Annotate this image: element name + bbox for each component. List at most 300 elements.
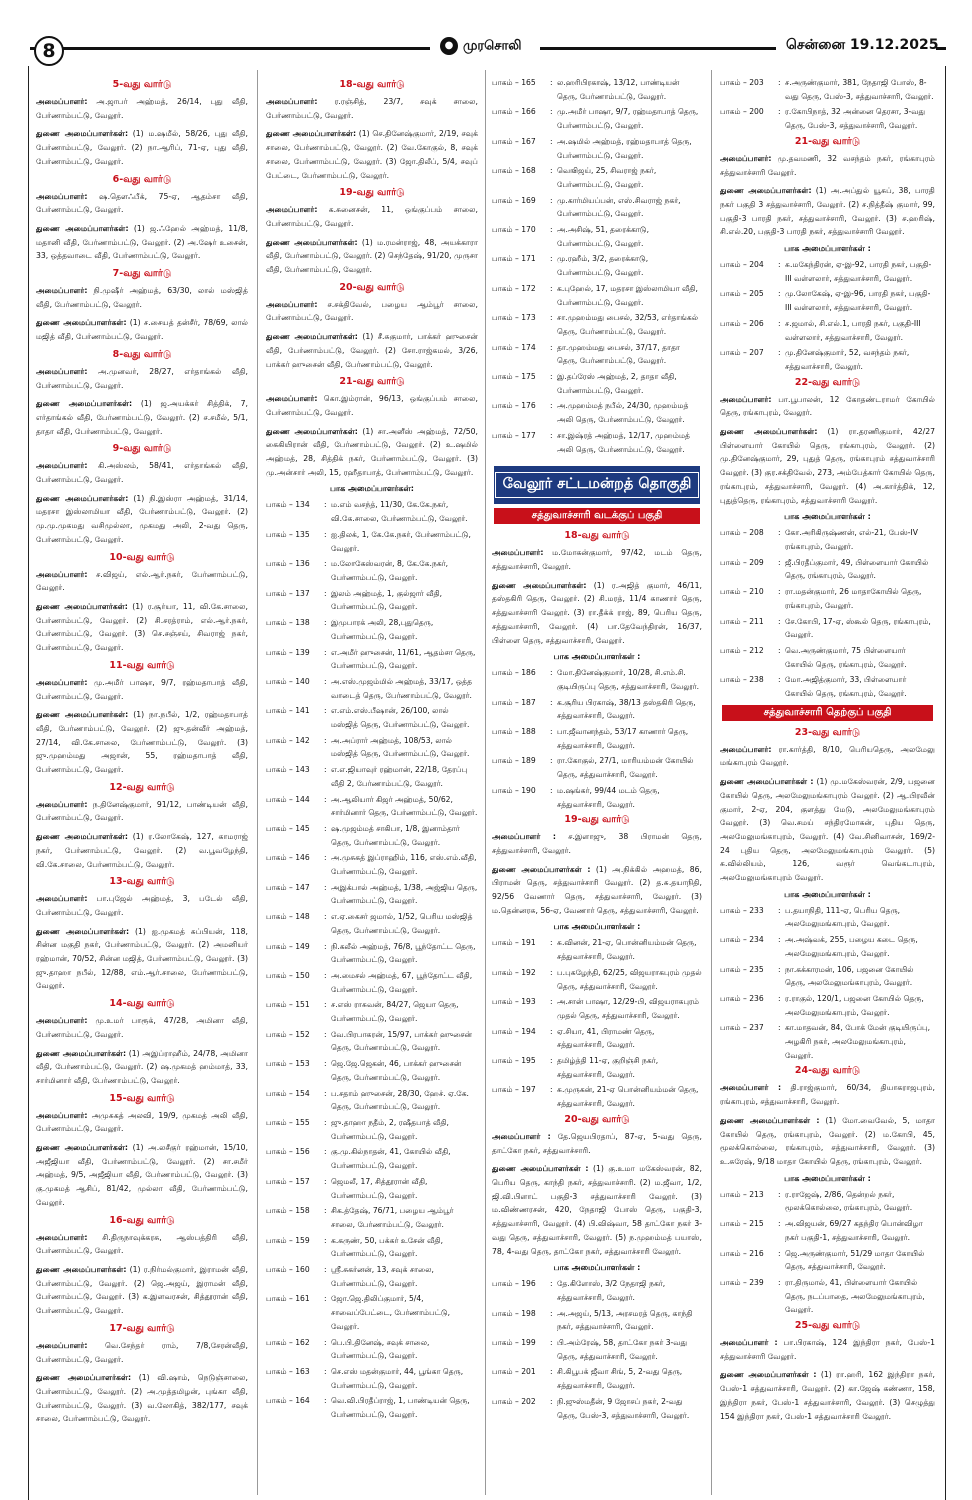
booth-colon: : (324, 500, 327, 510)
appointee-entry (36, 1339, 248, 1366)
ward-heading: 14-வது வார்டு (109, 998, 175, 1010)
ward-heading: 7-வது வார்டு (112, 268, 172, 280)
booth-colon: : (778, 993, 781, 1003)
column-divider (257, 70, 258, 1495)
role-label: அமைப்பாளர்: (720, 394, 772, 404)
role-label: துணை அமைப்பாளர்கள்: (36, 1143, 128, 1153)
appointee-entry (492, 579, 702, 648)
booth-row (492, 1395, 702, 1422)
appointee-details: (1) ம.ஷமீல், 58/26, புது வீதி, பேர்ணாம்பட்டு, வேலூர். (2) நா.ஆரிப், 71-ஏ, புது வீதி, பேர்ணாம்பட்டு, வேலூர். (36, 129, 248, 166)
booth-colon: : (324, 882, 327, 892)
booth-details: ஜு.தாஹா நதீம், 2, ரஷீதபாத் வீதி, பேர்ணாம்பட்டு, வேலூர். (331, 1118, 449, 1141)
booth-row (720, 346, 935, 373)
booth-row (266, 498, 478, 525)
brand-logo-icon: ● (440, 37, 458, 55)
role-label: அமைப்பாளர்: (36, 461, 88, 471)
ward-heading: 17-வது வார்டு (109, 1322, 175, 1334)
booth-colon: : (324, 853, 327, 863)
booth-number: பாகம் – 152 (266, 1029, 310, 1039)
appointee-details: (1) கு.உமா மகேஸ்வரன், 82, பெரிய தெரு, காந்தி நகர், சத்துவாச்சாரி. (2) ம.ஜீவா, 1/2, ஜி.வி.பிளாட் பகுதி-3 சத்துவாச்சாரி வேலூர். (3) ம.விண்ணரசன், 420, நேதாஜி போஸ் தெரு, பகுதி-3, சத்துவாச்சாரி, வேலூர். (4) பி.விஷ்வா, 58 தாட்கோ நகர் 3-வது தெரு, சத்துவாச்சாரி, வேலூர். (5) ந.முஹம்மத் பயாஸ், 78, 4-வது தெரு, தாட்கோ நகர், சத்துவாச்சாரி வேலூர். (492, 1164, 702, 1256)
role-label: அமைப்பாளர்: (266, 299, 318, 309)
booth-colon: : (324, 1147, 327, 1157)
booth-details: அ.சான் பாஷா, 12/29-பி, விஜயராகபுரம் முதல் தெரு, சத்துவாச்சாரி, வேலூர். (557, 997, 700, 1020)
booth-colon: : (550, 756, 553, 766)
role-label: அமைப்பாளர்: (36, 799, 88, 809)
booth-row (266, 1175, 478, 1202)
booth-number: பாகம் – 209 (720, 557, 764, 567)
booth-row (266, 1028, 478, 1055)
booth-colon: : (778, 1189, 781, 1199)
booth-number: பாகம் – 140 (266, 676, 310, 686)
booth-details: எ.ஏ.கைசர் ஜமால், 1/52, பெரிய மஸ்ஜித் தெரு, பேர்ணாம்பட்டு, வேலூர். (331, 912, 473, 935)
booth-row (266, 940, 478, 967)
role-label: துணை அமைப்பாளர்கள்: (36, 1048, 127, 1058)
appointee-details: க.சுனைசன், 11, ஒங்குப்பம் சாலை, பேர்ணாம்பட்டு, வேலூர். (266, 205, 478, 228)
booth-number: பாகம் – 189 (492, 756, 536, 766)
booth-number: பாகம் – 194 (492, 1026, 536, 1036)
booth-colon: : (324, 618, 327, 628)
booth-details: பெ.பி.தினேஷ், சவுக் சாலை, பேர்ணாம்பட்டு, வேலூர். (331, 1337, 430, 1361)
booth-number: பாகம் – 199 (492, 1338, 536, 1348)
booth-colon: : (324, 1000, 327, 1010)
role-label: அமைப்பாளர்: (266, 394, 318, 404)
booth-details: நா.கக்காரமன், 106, பஜனை கோயில் தெரு, அலமேலுமங்காபுரம், வேலூர். (785, 964, 914, 988)
booth-details: ஸ்ரீ.சுகர்னன், 13, சவுக் சாலை, பேர்ணாம்பட்டு, வேலூர். (331, 1265, 434, 1288)
booth-number: பாகம் – 142 (266, 735, 310, 745)
appointee-entry (36, 95, 248, 122)
booth-colon: : (550, 1308, 553, 1318)
booth-colon: : (550, 342, 553, 352)
booth-row (266, 1394, 478, 1421)
role-label: அமைப்பாளர்: (36, 366, 88, 376)
booth-details: ம.லோகேஸ்வரன், 8, கே.கே.நகர், பேர்ணாம்பட்டு, வேலூர். (331, 559, 449, 582)
booth-details: ஷ.முஜம்மத் சாகிபா, 1/8, இனாம்தார் தெரு, பேர்ணாம்பட்டு, வேலூர். (331, 823, 460, 847)
booth-number: பாகம் – 239 (720, 1277, 764, 1287)
booth-details: ப.புகழேந்தி, 62/25, விஜயராகபுரம் முதல் தெரு, சத்துவாச்சாரி, வேலூர். (557, 967, 702, 991)
booth-number: பாகம் – 150 (266, 970, 310, 980)
role-label: துணை அமைப்பாளர்கள் : (492, 1164, 589, 1174)
appointee-entry (720, 775, 935, 885)
booth-colon: : (550, 372, 553, 382)
booth-number: பாகம் – 207 (720, 348, 764, 358)
booth-row (266, 910, 478, 937)
booth-colon: : (324, 1265, 327, 1275)
column-4 (720, 76, 935, 1428)
role-label: துணை அமைப்பாளர்கள்: (266, 332, 358, 342)
booth-colon: : (550, 136, 553, 146)
booth-number: பாகம் – 164 (266, 1396, 310, 1406)
booth-number: பாகம் – 235 (720, 964, 764, 974)
role-label: அமைப்பாளர் : (492, 1131, 551, 1141)
booth-details: மு.கார்மியப்பன், எஸ்.சிவராஜ் நகர், பேர்ணாம்பட்டு, வேலூர். (557, 195, 681, 219)
appointee-details: அமுசுகத் அலவி, 19/9, முகமத் அலி வீதி, பேர்ணாம்பட்டு, வேலூர். (36, 1110, 248, 1134)
role-label: துணை அமைப்பாளர்கள்: (36, 601, 128, 611)
appointee-details: (1) அ.அப்துல் யூசுப், 38, பாரதி நகர் பகுதி 3 சத்துவாச்சாரி, வேலூர். (2) ச.நித்தீஷ் குமார், 99, பகுதி-3 பாரதி நகர், சத்துவாச்சாரி, வேலூர். (3) ச.ஹரிஷ், சி.எல்.20, பகுதி-3 பாரதி நகர், சத்துவாச்சாரி வேலூர். (720, 186, 935, 237)
masthead-brand (440, 37, 522, 55)
appointee-details: (1) ஐ.முகமத் சுப்பியன், 118, சின்ன மகுதி நகர், பேர்ணாம்பட்டு, வேலூர். (2) அமனியர் ரஹ்மான், 70/52, சின்ன மஜித், பேர்ணாம்பட்டு, வேலூர். (3) ஜு.தாஹா நபீல், 12/88, எம்.ஆர்.சாலை, பேர்ணாம்பட்டு, வேலூர். (36, 926, 248, 991)
booth-details: க.சூரிய பிரகாஷ், 38/13 தஸ்தகிரி தெரு, சத்துவாச்சாரி, வேலூர். (557, 697, 696, 721)
booth-number: பாகம் – 234 (720, 935, 764, 945)
booth-details: அ.முஹம்மத் நபீல், 24/30, முஹம்மத் அலி தெரு, பேர்ணாம்பட்டு, வேலூர். (557, 401, 689, 425)
booth-row (492, 223, 702, 250)
booth-details: ச.அருண்குமார், 381, நேதாஜி போஸ், 8-வது தெரு, பேஸ்-3, சத்துவாச்சாரி, வேலூர். (785, 78, 934, 101)
booth-number: பாகம் – 170 (492, 225, 536, 235)
booth-row (492, 105, 702, 132)
ward-heading: 6-வது வார்டு (112, 173, 172, 185)
booth-number: பாகம் – 177 (492, 430, 536, 440)
appointee-details: ம.மோகன்குமார், 97/42, மடம் தெரு, சத்துவாச்சாரி, வேலூர். (492, 548, 702, 571)
booth-row (492, 429, 702, 456)
booth-colon: : (550, 1056, 553, 1066)
booth-details: சிக.த்தேஷ், 76/71, பழைய ஆம்பூர் சாலை, பேர்ணாம்பட்டு, வேலூர். (331, 1206, 454, 1229)
booth-number: பாகம் – 197 (492, 1085, 536, 1095)
booth-details: ஜோ.ஜெ.திலிப்குமார், 5/4, சாவைப்பேட்டை, பேர்ணாம்பட்டு, வேலூர். (331, 1294, 451, 1331)
booth-number: பாகம் – 187 (492, 697, 536, 707)
booth-colon: : (778, 616, 781, 626)
booth-row (266, 822, 478, 849)
role-label: துணை அமைப்பாளர்கள்: (266, 237, 358, 247)
ward-heading: 13-வது வார்டு (109, 876, 175, 888)
booth-row (492, 370, 702, 397)
page-header (0, 0, 972, 62)
booth-colon: : (550, 997, 553, 1007)
appointee-entry (720, 425, 935, 507)
appointee-entry (492, 830, 702, 857)
booth-number: பாகம் – 163 (266, 1366, 310, 1376)
booth-number: பாகம் – 168 (492, 166, 536, 176)
booth-details: ச.எஸ் ராசுவன், 84/27, ஜெயா தெரு, பேர்ணாம்பட்டு, வேலூர். (331, 1000, 459, 1024)
appointee-entry (720, 1336, 935, 1363)
appointee-entry (36, 284, 248, 311)
booth-colon: : (778, 78, 781, 87)
booth-number: பாகம் – 208 (720, 528, 764, 538)
booth-number: பாகம் – 212 (720, 645, 764, 655)
booth-row (492, 995, 702, 1022)
ward-heading: 24-வது வார்டு (794, 1065, 861, 1077)
booth-details: அ.அஷ்வக், 255, பழைய கடை தெரு, அலமேலுமங்காபுரம், வேலூர். (785, 935, 918, 958)
appointee-details: ஷ.தௌஃபீக், 75-ஏ, ஆதம்சா வீதி, பேர்ணாம்பட்டு, வேலூர். (36, 191, 248, 215)
appointee-entry (36, 1109, 248, 1136)
booth-colon: : (550, 283, 553, 293)
ward-heading: 21-வது வார்டு (794, 135, 861, 147)
section-subheading: பாக அமைப்பாளர்கள் : (784, 889, 871, 899)
ward-heading: 21-வது வார்டு (339, 376, 405, 388)
booth-row (720, 287, 935, 314)
appointee-details: (1) நா.நபீல், 1/2, ரஹ்மதாபாத் வீதி, பேர்ணாம்பட்டு, வேலூர். (2) ஜு.தன்வீர் அஹ்மத், 27/14, வி.கே.சாலை, பேர்ணாம்பட்டு, வேலூர். (3) ஜு.முஹம்மது அஜான், 55, ரஹ்மதாபாத் வீதி, பேர்ணாம்பட்டு, வேலூர். (36, 710, 248, 775)
booth-details: ப.தயாநிதி, 111-ஏ, பெரிய தெரு, அலமேலுமங்காபுரம், வேலூர். (785, 905, 901, 929)
appointee-entry (36, 397, 248, 438)
appointee-entry (36, 459, 248, 486)
ward-heading: 16-வது வார்டு (109, 1214, 175, 1226)
role-label: துணை அமைப்பாளர்கள் : (720, 1370, 817, 1380)
booth-number: பாகம் – 201 (492, 1367, 536, 1377)
booth-row (720, 76, 935, 103)
booth-colon: : (550, 254, 553, 264)
booth-row (492, 194, 702, 221)
booth-colon: : (324, 1337, 327, 1347)
booth-colon: : (550, 107, 553, 117)
section-subheading: பாக அமைப்பாளர்கள் : (553, 1263, 641, 1273)
booth-number: பாகம் – 173 (492, 313, 536, 323)
booth-number: பாகம் – 141 (266, 706, 310, 716)
booth-colon: : (550, 401, 553, 411)
booth-number: பாகம் – 146 (266, 853, 310, 863)
booth-number: பாகம் – 210 (720, 587, 764, 597)
booth-details: ம.எம் வசந்த், 11/30, கே.கே.நகர், வி.கே.சாலை, பேர்ணாம்பட்டு, வேலூர். (331, 500, 468, 524)
appointee-details: (1) ர.நிர்மல்குமார், இராமன் வீதி, பேர்ணாம்பட்டு, வேலூர். (2) ஜெ.அஜய், இராமன் வீதி, பேர்ணாம்பட்டு, வேலூர். (3) க.இளவரசன், சித்தூரான் வீதி, பேர்ணாம்பட்டு, வேலூர். (36, 1265, 248, 1316)
appointee-entry (36, 1047, 248, 1088)
booth-row (266, 704, 478, 731)
booth-row (492, 1365, 702, 1392)
booth-colon: : (550, 166, 553, 176)
booth-details: அ.விஜயன், 69/27 கதந்திர பொன்விழா நகர் பகுதி-1, சத்துவாச்சாரி, வேலூர். (785, 1219, 923, 1242)
booth-number: பாகம் – 155 (266, 1118, 310, 1127)
appointee-details: ரா.கார்த்தி, 8/10, பெரியதெரு, அலமேலு மங்காபுரம் வேலூர். (720, 744, 935, 768)
appointee-details: வெ.சேந்தர் ராம், 7/8,சேரன்வீதி, பேர்ணாம்பட்டு, வேலூர். (36, 1340, 248, 1364)
appointee-entry (720, 1368, 935, 1423)
booth-colon: : (778, 289, 781, 299)
appointee-entry (36, 676, 248, 703)
booth-row (492, 936, 702, 963)
booth-details: மு.அமீர் பாஷா, 9/7, ரஹ்மதாபாத் தெரு, பேர்ணாம்பட்டு, வேலூர். (557, 107, 699, 131)
appointee-details: நி.முஷீர் அஹ்மத், 63/30, லால் மஸ்ஜித் வீதி, பேர்ணாம்பட்டு, வேலூர். (36, 286, 248, 309)
appointee-details: (1) அ.லசீகுர் ரஹ்மான், 15/10, அஜீஜியா வீதி, பேர்ணாம்பட்டு, வேலூர். (2) சா.சமீர் அஹ்மத், 9/5, அஜீஜியா வீதி, பேர்ணாம்பட்டு, வேலூர். (3) கு.முகமத் ஆசிப், 81/42, முல்லா வீதி, பேர்ணாம்பட்டு, வேலூர். (36, 1143, 248, 1207)
booth-details: அ.அப்ரார் அஹ்மத், 108/53, லால் மஸ்ஜித் தெரு, பேர்ணாம்பட்டு, வேலூர். (331, 735, 470, 759)
role-label: துணை அமைப்பாளர்கள்: (266, 129, 357, 139)
booth-details: சா.முஹம்மது பைசல், 32/53, எர்தாங்கல் தெரு, பேர்ணாம்பட்டு, வேலூர். (557, 313, 699, 336)
booth-number: பாகம் – 174 (492, 342, 536, 352)
booth-details: ரா.மதன்குமார், 26 மாதாகோயில் தெரு, ரங்காபுரம், வேலூர். (785, 587, 922, 610)
column-1 (36, 76, 248, 1431)
booth-row (492, 1054, 702, 1081)
role-label: அமைப்பாளர் : (720, 1083, 782, 1093)
booth-row (720, 904, 935, 931)
booth-colon: : (778, 675, 781, 685)
booth-colon: : (778, 587, 781, 597)
role-label: துணை அமைப்பாளர்கள் : (720, 1115, 820, 1125)
booth-number: பாகம் – 167 (492, 136, 536, 146)
booth-details: அ.அசிஷ், 51, தரைக்காடு, பேர்ணாம்பட்டு, வேலூர். (557, 225, 649, 248)
booth-details: அஇக்பால் அஹ்மத், 1/38, அஜ்ஜிய தெரு, பேர்ணாம்பட்டு, வேலூர். (331, 882, 478, 906)
booth-row (492, 1025, 702, 1052)
appointee-entry (36, 1231, 248, 1258)
booth-details: க.புஹேல், 17, மதரசா இஸ்லாமியா வீதி, பேர்ணாம்பட்டு, வேலூர். (557, 283, 698, 307)
booth-colon: : (324, 588, 327, 598)
column-divider (711, 70, 712, 1495)
appointee-entry (492, 546, 702, 573)
booth-colon: : (550, 313, 553, 323)
booth-row (266, 675, 478, 702)
role-label: அமைப்பாளர்: (36, 1016, 88, 1026)
appointee-details: பா.பிரகாஷ், 124 இந்திரா நகர், பேஸ்-1 சத்துவாச்சாரி வேலூர். (720, 1338, 935, 1361)
appointee-details: (1) செ.தினேஷ்குமார், 2/19, சவுக் சாலை, பேர்ணாம்பட்டு, வேலூர். (2) வே.கோகுல், 8, சவுக் சாலை, பேர்ணாம்பட்டு, வேலூர். (3) ஜோ.திலீப், 5/4, சவுப் பேட்டை, பேர்ணாம்பட்டு, வேலூர். (266, 129, 478, 180)
booth-details: மு.ரஹீம், 3/2, தரைக்காடு, பேர்ணாம்பட்டு, வேலூர். (557, 254, 649, 278)
appointee-details: (1) ரா.ஹரி, 162 இந்திரா நகர், பேஸ்-1 சத்துவாச்சாரி, வேலூர். (2) கா.ஜேஷ் கண்ணா, 158, இந்திரா நகர், பேஸ்-1 சத்துவாச்சாரி, வேலூர். (3) செழுத்து 154 இந்திரா நகர், பேஸ்-1 சத்துவாச்சாரி வேலூர். (720, 1370, 935, 1421)
appointee-details: (1) ர.அஜித் குமார், 46/11, தஸ்தகிரி தெரு, வேலூர். (2) சி.மரத், 11/4 காணார் தெரு, சத்துவாச்சாரி வேலூர். (3) ரா.தீக்க் ராஜ், 89, பெரிய தெரு, சத்துவாச்சாரி, வேலூர். (4) பா.தேவேந்திரன், 16/37, பிள்ளை தெரு, சத்துவாச்சாரி, வேலூர். (492, 580, 702, 645)
booth-number: பாகம் – 165 (492, 78, 536, 87)
section-subheading: பாக அமைப்பாளர்கள் : (784, 1173, 871, 1183)
booth-number: பாகம் – 186 (492, 668, 536, 678)
booth-colon: : (550, 938, 553, 948)
booth-colon: : (778, 905, 781, 915)
header-rule-right (540, 47, 776, 50)
booth-details: பா.ஜீவானந்தம், 53/17 காணார் தெரு, சத்துவாச்சாரி, வேலூர். (557, 727, 689, 750)
booth-row (266, 1234, 478, 1261)
ward-heading: 12-வது வார்டு (109, 781, 175, 793)
booth-row (720, 317, 935, 344)
ward-heading: 11-வது வார்டு (109, 659, 175, 671)
booth-number: பாகம் – 192 (492, 967, 536, 977)
booth-row (720, 1217, 935, 1244)
appointee-entry (266, 392, 478, 419)
booth-row (492, 754, 702, 781)
booth-number: பாகம் – 153 (266, 1059, 310, 1069)
appointee-details: (1) மோ.வைவேல், 5, மாதா கோயில் தெரு, ரங்காபுரம், வேலூர். (2) ம.கோபி, 45, மூலக்கொல்லை, ரங்காபுரம், சத்துவாச்சாரி, வேலூர். (3) உ.சுரேஷ், 9/18 மாதா கோயில் தெரு, ரங்காபுரம், வேலூர். (720, 1115, 935, 1166)
ward-heading: 22-வது வார்டு (794, 376, 861, 388)
booth-colon: : (778, 557, 781, 567)
booth-colon: : (324, 1396, 327, 1406)
booth-number: பாகம் – 202 (492, 1396, 536, 1406)
booth-row (492, 696, 702, 723)
booth-details: ஜெ.ஜே.ஜெகன், 46, பாக்கர் ஹுசைன் தெரு, பேர்ணாம்பட்டு, வேலூர். (331, 1059, 462, 1082)
booth-details: செ.எஸ் மதன்குமார், 44, பூங்கா தெரு, பேர்ணாம்பட்டு, வேலூர். (331, 1366, 464, 1390)
role-label: துணை அமைப்பாளர்கள்: (36, 493, 129, 503)
appointee-details: (1) அஇப்ராஹீம், 24/78, அமினா வீதி, பேர்ணாம்பட்டு, வேலூர். (2) ஷ.முகமத் ஹம்மாத், 33, சார்மினார் வீதி, பேர்ணாம்பட்டு, வேலூர். (36, 1048, 248, 1085)
appointee-details: (1) வி.ஷாம், நெடுஞ்சாலை, பேர்ணாம்பட்டு, வேலூர். (2) அ.முத்தமிழன், புங்கா வீதி, பேர்ணாம்பட்டு, வேலூர். (3) வ.லோகித், 382/177, சவுக் சாலை, பேர்ணாம்பட்டு, வேலூர். (36, 1373, 248, 1424)
booth-details: எ.அமீர் ஹுசைன், 11/61, ஆதம்சா தெரு, பேர்ணாம்பட்டு, வேலூர். (331, 647, 476, 671)
appointee-details: (1) ஜ.அயக்கர் சித்திக், 7, எர்தாங்கல் வீதி, பேர்ணாம்பட்டு, வேலூர். (2) ச.சமீல், 5/1, தாதா வீதி, பேர்ணாம்பட்டு, வேலூர். (36, 399, 248, 436)
booth-details: அ.மைசல் அஹ்மத், 67, பூந்தோட்ட வீதி, பேர்ணாம்பட்டு, வேலூர். (331, 970, 473, 994)
booth-colon: : (324, 1088, 327, 1098)
appointee-details: (1) ர.லோகேஷ், 127, காமராஜ் நகர், பேர்ணாம்பட்டு, வேலூர். (2) வ.பூவழேந்தி, வி.கே.சாலை, பேர்ணாம்பட்டு, வேலூர். (36, 832, 248, 869)
booth-details: சே.கோபி, 17-ஏ, ஸ்கூல் தெரு, ரங்காபுரம், வேலூர். (785, 616, 931, 640)
booth-number: பாகம் – 171 (492, 254, 536, 264)
booth-row (266, 734, 478, 761)
booth-details: ர.ராஜேஷ், 2/86, தென்றல் நகர், மூலக்கொல்லை, ரங்காபுரம், வேலூர். (785, 1189, 913, 1213)
booth-row (492, 76, 702, 103)
appointee-details: (1) ச.சையத் தன்சீர், 78/69, லால் மஜித் வீதி, பேர்ணாம்பட்டு, வேலூர். (36, 318, 248, 342)
booth-details: அ.ஆலியார் கிஜர் அஹ்மத், 50/62, சார்மினார் தெரு, பேர்ணாம்பட்டு, வேலூர். (331, 794, 478, 818)
booth-row (492, 784, 702, 811)
booth-row (720, 1188, 935, 1215)
appointee-entry (36, 127, 248, 168)
booth-details: ஐ.திலக், 1, கே.கே.நகர், பேர்ணாம்பட்டு, வேலூர். (331, 529, 471, 553)
role-label: துணை அமைப்பாளர்கள்: (36, 1265, 127, 1274)
booth-row (492, 725, 702, 752)
appointee-details: தே.ஜெயபிரதாப், 87-ஏ, 5-வது தெரு, தாட்கோ நகர், சத்துவாச்சாரி. (492, 1131, 702, 1155)
appointee-details: (1) ம.ரமன்ராஜ், 48, அயக்காரா வீதி, பேர்ணாம்பட்டு, வேலூர். (2) செந்தேஷ், 91/20, முருசா வீதி, பேர்ணாம்பட்டு, வேலூர். (266, 237, 478, 275)
appointee-entry (266, 298, 478, 325)
booth-number: பாகம் – 236 (720, 993, 764, 1003)
booth-row (492, 666, 702, 693)
booth-number: பாகம் – 206 (720, 318, 764, 328)
booth-details: இமுபாரக் அலி, 28,புதுதெரு, பேர்ணாம்பட்டு, வேலூர். (331, 618, 434, 641)
role-label: துணை அமைப்பாளர்கள்: (36, 1373, 132, 1383)
constituency-banner-title: வேலூர் சட்டமன்றத் தொகுதி (495, 472, 699, 498)
booth-row (266, 1204, 478, 1231)
role-label: அமைப்பாளர்: (36, 677, 88, 687)
booth-number: பாகம் – 160 (266, 1265, 310, 1275)
booth-number: பாகம் – 195 (492, 1056, 536, 1066)
section-subheading: பாக அமைப்பாளர்கள்: (330, 484, 414, 494)
booth-colon: : (324, 676, 327, 686)
appointee-details: (1) நி.இஸ்ரா அஹ்மத், 31/14, மதரசா இஸ்லாமியா வீதி, பேர்ணாம்பட்டு, வேலூர். (2) மு.மு.முகமது வசிமுல்லா, முகமது அலி, 2-வது தெரு, பேர்ணாம்பட்டு, வேலூர். (36, 493, 248, 544)
ward-heading: 9-வது வார்டு (112, 443, 172, 455)
booth-details: க.கருண், 50, பக்கர் உசேன் வீதி, பேர்ணாம்பட்டு, வேலூர். (331, 1235, 444, 1259)
booth-row (492, 282, 702, 309)
column-divider (485, 70, 486, 1495)
booth-colon: : (778, 260, 781, 270)
booth-number: பாகம் – 154 (266, 1088, 310, 1098)
booth-colon: : (550, 1279, 553, 1289)
booth-details: கா.மாதவன், 84, போக் மேன் குடியிருப்பு, அழகிரி நகர், அலமேலுமங்காபுரம், வேலூர். (785, 1023, 931, 1060)
booth-colon: : (550, 1396, 553, 1406)
booth-number: பாகம் – 204 (720, 260, 764, 270)
booth-colon: : (324, 529, 327, 539)
role-label: அமைப்பாளர்: (492, 548, 544, 558)
appointee-details: (1) மு.மகேஸ்வரன், 2/9, பஜனை கோயில் தெரு, அலமேலுமங்காபுரம் வேலூர். (2) ஆ.பிரவீன் குமார், 2-ஏ, 204, குளத்து மேடு, அலமேலுமங்காபுரம் வேலூர். (3) வெ.சமய் சந்திரமோகன், புதிய தெரு, அலமேலுமங்காபுரம், வேலூர். (4) வே.சினிவாசன், 169/2- 24 புதிய தெரு, அலமேலுமங்காபுரம் வேலூர். (5) சு.வில்லியம், 126, வரூர் வெங்கடாபுரம், அலமேலுமங்காபுரம் வேலூர். (720, 777, 935, 883)
booth-number: பாகம் – 158 (266, 1206, 310, 1216)
booth-details: நி.கலீல் அஹ்மத், 76/8, பூந்தோட்ட தெரு, பேர்ணாம்பட்டு, வேலூர். (331, 941, 476, 965)
appointee-details: மு.தவமணி, 32 வசந்தம் நகர், ரங்காபுரம் சத்துவாச்சாரி வேலூர். (720, 153, 935, 177)
booth-details: ப.சதாம் ஹுசைன், 28/30, ஹேச். ஏ.கே. தெரு, பேர்ணாம்பட்டு, வேலூர். (331, 1088, 469, 1112)
role-label: அமைப்பாளர்: (36, 894, 88, 904)
booth-number: பாகம் – 238 (720, 675, 764, 685)
booth-row (720, 963, 935, 990)
booth-number: பாகம் – 190 (492, 785, 536, 795)
column-2 (266, 76, 478, 1424)
booth-number: பாகம் – 200 (720, 107, 764, 117)
booth-colon: : (778, 318, 781, 328)
booth-number: பாகம் – 161 (266, 1294, 310, 1304)
booth-row (266, 1365, 478, 1392)
booth-row (266, 616, 478, 643)
booth-colon: : (778, 348, 781, 358)
booth-details: வெஙிஜய், 25, சிவராஜ் நகர், பேர்ணாம்பட்டு, வேலூர். (557, 166, 657, 189)
booth-details: தே.கிளோஸ், 3/2 நேதாஜி நகர், சத்துவாச்சாரி, வேலூர். (557, 1279, 666, 1302)
booth-row (492, 966, 702, 993)
booth-details: எ.எ.ஜியாவுர் ரஹ்மான், 22/18, தேரப்பு வீதி 2, பேர்ணாம்பட்டு, வேலூர். (331, 765, 468, 788)
booth-details: ஏ.சியா, 41, பிராமண் தெரு, சத்துவாச்சாரி, வேலூர். (557, 1026, 655, 1050)
appointee-details: தி.ராஜ்குமார், 60/34, தியாகராஜபுரம், ரங்காபுரம், சத்துவாச்சாரி, வேலூர். (720, 1083, 935, 1107)
booth-colon: : (778, 107, 781, 117)
booth-number: பாகம் – 176 (492, 401, 536, 411)
role-label: அமைப்பாளர்: (36, 1340, 88, 1350)
booth-details: இ.தப்ரேஸ் அஹ்மத், 2, தாதா வீதி, பேர்ணாம்பட்டு, வேலூர். (557, 372, 677, 395)
booth-details: அ.முசுகத் இப்ராஹிம், 116, எஸ்.எம்.வீதி, பேர்ணாம்பட்டு, வேலூர். (331, 853, 477, 877)
booth-row (492, 1307, 702, 1334)
booth-number: பாகம் – 137 (266, 588, 310, 598)
booth-colon: : (778, 528, 781, 538)
booth-details: வே.பிரபாகரன், 15/97, பாக்கர் ஹுசைன் தெரு, பேர்ணாம்பட்டு, வேலூர். (331, 1029, 472, 1053)
role-label: அமைப்பாளர்: (720, 153, 772, 163)
ward-heading: 8-வது வார்டு (112, 348, 172, 360)
ward-heading: 5-வது வார்டு (112, 79, 172, 90)
booth-details: நி.ஜுஸ்மதீன், 9 ஜோசப் நகர், 2-வது தெரு, பேஸ்-3, சத்துவாச்சாரி, வேலூர். (557, 1396, 690, 1420)
booth-colon: : (324, 912, 327, 922)
booth-row (720, 933, 935, 960)
appointee-details: மு.அமீர் பாஷா, 9/7, ரஹ்மதாபாத் வீதி, பேர்ணாம்பட்டு, வேலூர். (36, 677, 248, 701)
appointee-entry (36, 316, 248, 343)
booth-number: பாகம் – 159 (266, 1235, 310, 1245)
booth-colon: : (550, 697, 553, 707)
booth-row (266, 528, 478, 555)
booth-row (720, 526, 935, 553)
appointee-entry (492, 863, 702, 918)
appointee-entry (36, 925, 248, 994)
booth-colon: : (324, 706, 327, 716)
booth-row (266, 1336, 478, 1363)
